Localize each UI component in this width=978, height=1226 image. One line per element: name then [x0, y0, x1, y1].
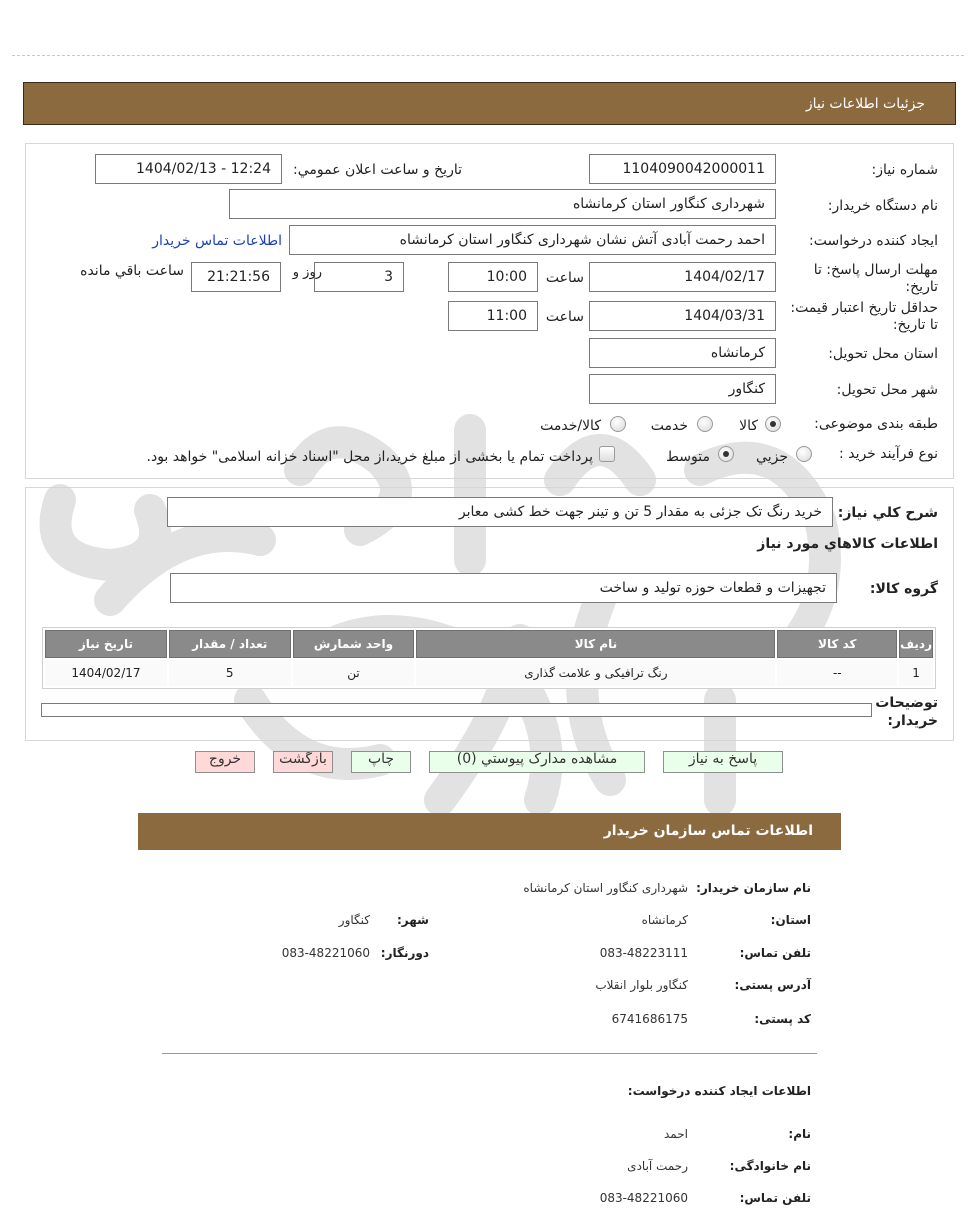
top-divider	[12, 55, 964, 56]
table-header-row	[45, 630, 933, 658]
cell-item-name: رنگ ترافیکی و علامت گذاری	[416, 660, 775, 686]
contact-city-value: کنگاور	[338, 913, 370, 927]
validity-label: حداقل تاریخ اعتبار قیمت: تا تاریخ:	[790, 300, 938, 333]
category-radio-goods-service[interactable]	[610, 416, 626, 432]
contact-address-label: آدرس پستی:	[734, 978, 811, 992]
col-quantity: تعداد / مقدار	[169, 630, 291, 658]
buyer-contact-link[interactable]: اطلاعات تماس خریدار	[152, 233, 282, 249]
process-option-minor: جزيي	[756, 449, 788, 465]
back-button[interactable]: بازگشت	[273, 751, 333, 773]
days-label: روز و	[292, 265, 322, 280]
page-title: جزئيات اطلاعات نياز	[805, 96, 925, 112]
group-field: تجهیزات و قطعات حوزه تولید و ساخت	[170, 573, 837, 603]
print-button[interactable]: چاپ	[351, 751, 411, 773]
creator-first-name-value: احمد	[664, 1127, 688, 1141]
deadline-label: مهلت ارسال پاسخ: تا تاریخ:	[813, 262, 938, 295]
contact-org-label: نام سازمان خریدار:	[696, 881, 811, 895]
summary-label: شرح كلي نياز:	[837, 505, 938, 521]
cell-item-code: --	[777, 660, 897, 686]
cell-quantity: 5	[169, 660, 291, 686]
contact-province-value: کرمانشاه	[641, 913, 688, 927]
cell-need-date: 1404/02/17	[45, 660, 167, 686]
goods-table	[42, 627, 936, 689]
deadline-time-field: 10:00	[448, 262, 538, 292]
treasury-payment-checkbox[interactable]	[599, 446, 615, 462]
contact-header	[138, 813, 841, 850]
category-option-goods: کالا	[739, 418, 758, 434]
province-field: کرمانشاه	[589, 338, 776, 368]
col-item-code: کد کالا	[777, 630, 897, 658]
contact-city-label: شهر:	[397, 913, 429, 927]
city-field: کنگاور	[589, 374, 776, 404]
buyer-org-label: نام دستگاه خریدار:	[827, 198, 938, 214]
category-option-service: خدمت	[650, 418, 688, 434]
need-number-field: 1104090042000011	[589, 154, 776, 184]
remaining-label: ساعت باقي مانده	[80, 263, 184, 279]
creator-phone-label: تلفن تماس:	[739, 1191, 811, 1205]
process-radio-minor[interactable]	[796, 446, 812, 462]
validity-time-label: ساعت	[545, 309, 584, 325]
contact-postal-value: 6741686175	[611, 1012, 688, 1026]
treasury-payment-note: پرداخت تمام یا بخشی از مبلغ خرید،از محل "اسناد خزانه اسلامی" خواهد بود.	[146, 449, 593, 465]
group-label: گروه کالا:	[869, 581, 938, 597]
city-label: شهر محل تحویل:	[836, 382, 938, 398]
col-item-name: نام کالا	[416, 630, 775, 658]
buyer-notes-field	[41, 703, 872, 717]
contact-province-label: استان:	[770, 913, 811, 927]
contact-address-value: کنگاور بلوار انقلاب	[595, 978, 688, 992]
need-number-label: شماره نیاز:	[871, 162, 938, 178]
deadline-date-field: 1404/02/17	[589, 262, 776, 292]
col-row-number: رديف	[899, 630, 933, 658]
process-radio-medium[interactable]	[718, 446, 734, 462]
table-row	[45, 660, 933, 686]
creator-field: احمد رحمت آبادی آتش نشان شهرداری کنگاور استان کرمانشاه	[289, 225, 776, 255]
category-option-goods-service: کالا/خدمت	[540, 418, 601, 434]
remaining-time-field: 21:21:56	[191, 262, 281, 292]
contact-phone-value: 083-48223111	[599, 946, 688, 960]
page-header	[23, 82, 956, 125]
buyer-org-field: شهرداری کنگاور استان کرمانشاه	[229, 189, 776, 219]
reply-button[interactable]: پاسخ به نياز	[663, 751, 783, 773]
announce-field: 1404/02/13 - 12:24	[95, 154, 282, 184]
creator-info-heading: اطلاعات ایجاد کننده درخواست:	[627, 1084, 811, 1098]
summary-field: خرید رنگ تک جزئی به مقدار 5 تن و تینر جهت خط کشی معابر	[167, 497, 833, 527]
contact-fax-label: دورنگار:	[380, 946, 429, 960]
cell-row-number: 1	[899, 660, 933, 686]
contact-divider	[162, 1053, 817, 1054]
creator-label: ایجاد کننده درخواست:	[809, 233, 938, 249]
deadline-time-label: ساعت	[545, 270, 584, 286]
contact-fax-value: 083-48221060	[281, 946, 370, 960]
category-label: طبقه بندی موضوعی:	[814, 416, 938, 432]
province-label: استان محل تحویل:	[828, 346, 938, 362]
creator-first-name-label: نام:	[788, 1127, 811, 1141]
category-radio-goods[interactable]	[765, 416, 781, 432]
creator-phone-value: 083-48221060	[599, 1191, 688, 1205]
cell-unit: تن	[293, 660, 415, 686]
creator-last-name-value: رحمت آبادی	[627, 1159, 688, 1173]
contact-phone-label: تلفن تماس:	[739, 946, 811, 960]
contact-org-value: شهرداری کنگاور استان کرمانشاه	[523, 881, 688, 895]
category-radio-service[interactable]	[697, 416, 713, 432]
announce-label: تاریخ و ساعت اعلان عمومي:	[293, 162, 462, 178]
process-label: نوع فرآیند خرید :	[839, 446, 938, 462]
process-option-medium: متوسط	[666, 449, 710, 465]
validity-date-field: 1404/03/31	[589, 301, 776, 331]
days-field: 3	[314, 262, 404, 292]
attachments-button[interactable]: مشاهده مدارک پیوستي (0)	[429, 751, 645, 773]
goods-heading: اطلاعات كالاهاي مورد نياز	[757, 536, 938, 552]
col-need-date: تاریخ نیاز	[45, 630, 167, 658]
creator-last-name-label: نام خانوادگی:	[729, 1159, 811, 1173]
buyer-notes-label: توضیحات خریدار:	[875, 695, 938, 729]
contact-postal-label: کد پستی:	[754, 1012, 811, 1026]
validity-time-field: 11:00	[448, 301, 538, 331]
exit-button[interactable]: خروج	[195, 751, 255, 773]
contact-title: اطلاعات تماس سازمان خریدار	[603, 823, 813, 839]
col-unit: واحد شمارش	[293, 630, 415, 658]
